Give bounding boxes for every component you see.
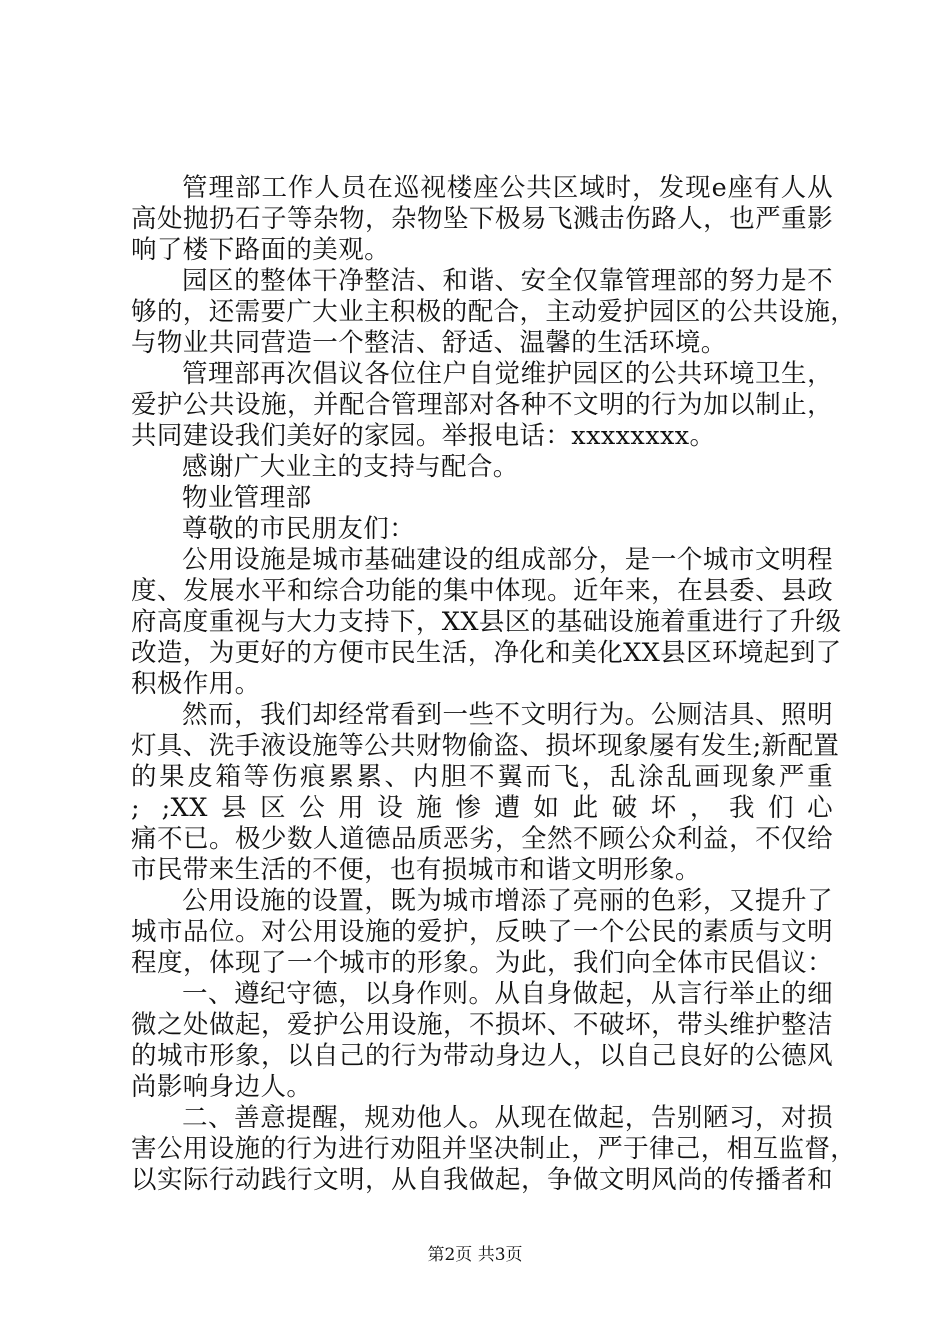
text-line: 然而，我们却经常看到一些不文明行为。公厕洁具、照明 — [182, 700, 833, 730]
text-line: 府高度重视与大力支持下，XX县区的基础设施着重进行了升级 — [131, 607, 842, 637]
text-line: 一、遵纪守德，以身作则。从自身做起，从言行举止的细 — [182, 979, 833, 1009]
text-line: 的城市形象，以自己的行为带动身边人，以自己良好的公德风 — [131, 1041, 833, 1071]
text-line: 共同建设我们美好的家园。举报电话：xxxxxxxx。 — [131, 421, 716, 451]
text-line: 二、善意提醒，规劝他人。从现在做起，告别陋习，对损 — [182, 1103, 833, 1133]
text-line: 响了楼下路面的美观。 — [131, 235, 391, 265]
text-line: 的果皮箱等伤痕累累、内胆不翼而飞，乱涂乱画现象严重 — [131, 762, 833, 792]
text-line: 灯具、洗手液设施等公共财物偷盗、损坏现象屡有发生;新配置 — [131, 731, 840, 761]
text-line: 管理部工作人员在巡视楼座公共区域时，发现e座有人从 — [182, 173, 833, 203]
text-line: 害公用设施的行为进行劝阻并坚决制止，严于律己，相互监督， — [131, 1134, 857, 1164]
salutation-line: 尊敬的市民朋友们： — [182, 514, 416, 544]
text-line: 感谢广大业主的支持与配合。 — [182, 452, 519, 482]
text-line: 管理部再次倡议各位住户自觉维护园区的公共环境卫生， — [182, 359, 833, 389]
text-line: 公用设施的设置，既为城市增添了亮丽的色彩，又提升了 — [182, 886, 833, 916]
text-line: 微之处做起，爱护公用设施，不损坏、不破坏，带头维护整洁 — [131, 1010, 833, 1040]
text-line: 高处抛扔石子等杂物，杂物坠下极易飞溅击伤路人，也严重影 — [131, 204, 833, 234]
text-line: 够的，还需要广大业主积极的配合，主动爱护园区的公共设施， — [131, 297, 857, 327]
text-line: 市民带来生活的不便，也有损城市和谐文明形象。 — [131, 855, 701, 885]
text-line: 改造，为更好的方便市民生活，净化和美化XX县区环境起到了 — [131, 638, 842, 668]
text-line: 积极作用。 — [131, 669, 261, 699]
text-line: 爱护公共设施，并配合管理部对各种不文明的行为加以制止， — [131, 390, 833, 420]
signature-line: 物业管理部 — [182, 483, 312, 513]
text-line: 以实际行动践行文明，从自我做起，争做文明风尚的传播者和 — [131, 1165, 833, 1195]
text-line: 度、发展水平和综合功能的集中体现。近年来，在县委、县政 — [131, 576, 833, 606]
text-line: ; ;XX县区公用设施惨遭如此破坏，我们心 — [131, 793, 833, 823]
text-line: 园区的整体干净整洁、和谐、安全仅靠管理部的努力是不 — [182, 266, 833, 296]
page-number: 第2页 共3页 — [427, 1245, 523, 1265]
text-line: 尚影响身边人。 — [131, 1072, 313, 1102]
text-line: 程度，体现了一个城市的形象。为此，我们向全体市民倡议： — [131, 948, 833, 978]
text-line: 与物业共同营造一个整洁、舒适、温馨的生活环境。 — [131, 328, 727, 358]
text-line: 痛不已。极少数人道德品质恶劣，全然不顾公众利益，不仅给 — [131, 824, 833, 854]
text-line: 公用设施是城市基础建设的组成部分，是一个城市文明程 — [182, 545, 833, 575]
text-line: 城市品位。对公用设施的爱护，反映了一个公民的素质与文明 — [131, 917, 833, 947]
document-body — [131, 173, 857, 1196]
